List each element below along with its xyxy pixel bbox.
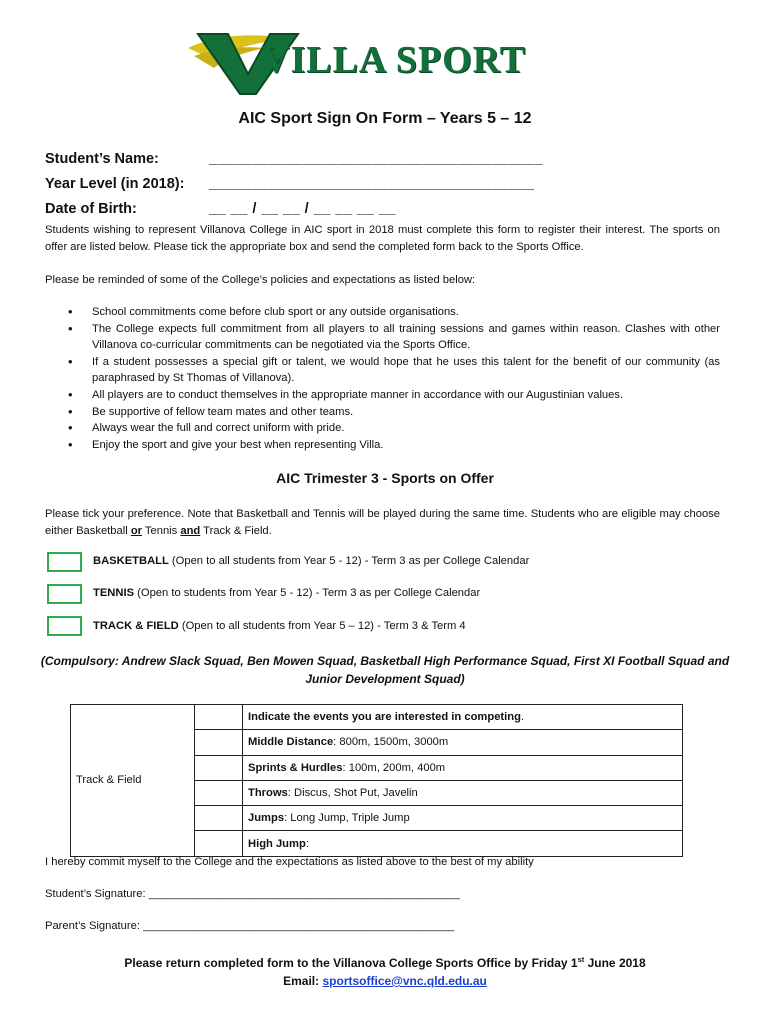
sport-detail: (Open to all students from Year 5 - 12) - Term 3 as per College Calendar [168,555,530,567]
list-item: • All players are to conduct themselves in the appropriate manner in accordance with our Augustinian values. [45,387,720,404]
student-signature-field[interactable] [45,888,460,900]
policies-intro: Please be reminded of some of the College’s policies and expectations as listed below: [45,274,476,286]
event-detail: : Discus, Shot Put, Javelin [287,787,418,800]
event-detail: : 100m, 200m, 400m [342,761,446,774]
intro-paragraph: Students wishing to represent Villanova College in AIC sport in 2018 must complete this form to register their interest. The sports on offer are listed below. Please tick the appropriate box and send the completed form back to the Sports Office. [45,224,720,253]
policy-list [45,304,720,453]
year-level-label: Year Level (in 2018): [45,176,185,192]
preference-text [45,506,720,539]
return-text-sup: st [577,955,585,964]
event-detail: : [305,837,309,850]
compulsory-note: (Compulsory: Andrew Slack Squad, Ben Mowen Squad, Basketball High Performance Squad, First XI Football Squad and Junior Development Squad) [40,654,730,686]
form-title: AIC Sport Sign On Form – Years 5 – 12 [238,110,532,127]
event-detail: : Long Jump, Triple Jump [284,812,410,825]
event-name: Middle Distance [248,736,334,749]
date-of-birth-line[interactable]: __ __ / __ __ / __ __ __ __ [209,201,396,217]
event-cell [243,705,683,730]
date-of-birth-field[interactable] [45,201,396,217]
student-signature-line[interactable]: __________________________________________________ [148,888,460,900]
track-field-checkbox[interactable] [47,616,82,636]
event-cell [243,730,683,755]
commitment-statement: I hereby commit myself to the College and the expectations as listed above to the best of my ability [45,856,534,868]
event-tick-cell[interactable] [195,831,243,856]
sport-option-tennis [93,587,480,599]
student-name-label: Student’s Name: [45,151,159,167]
track-field-cell: Track & Field [71,705,195,857]
preference-text-b: Tennis [142,524,181,537]
preference-or: or [130,524,143,537]
event-name: Sprints & Hurdles [248,761,343,774]
sport-name: TENNIS [93,587,135,599]
year-level-line[interactable]: ______________________________________ [209,176,535,192]
tennis-checkbox[interactable] [47,584,82,604]
preference-text-c: Track & Field. [200,524,272,537]
villa-sport-logo [186,26,531,96]
parent-signature-label: Parent’s Signature: [45,920,140,932]
date-of-birth-label: Date of Birth: [45,201,137,217]
sport-name: BASKETBALL [93,555,169,567]
table-row [71,705,683,730]
trimester-heading: AIC Trimester 3 - Sports on Offer [276,470,494,486]
return-text-b: June 2018 [584,956,646,970]
email-label: Email: [283,974,323,988]
logo-text: VILLA SPORT [262,39,527,81]
event-tick-cell[interactable] [195,755,243,780]
list-item: • If a student possesses a special gift or talent, we would hope that he uses this talent for the benefit of our community (as paraphrased by St Thomas of Villanova). [45,354,720,387]
logo-wordmark [192,28,532,94]
preference-text-a: Please tick your preference. Note that Basketball and Tennis will be played during the same time. Students who are eligible may choose either Basketball [45,508,720,537]
event-name: Indicate the events you are interested in competing [248,711,521,724]
event-cell [243,831,683,856]
event-tick-cell[interactable] [195,705,243,730]
events-table [70,704,683,857]
list-item: • School commitments come before club sport or any outside organisations. [45,304,720,321]
return-text-a: Please return completed form to the Villanova College Sports Office by Friday 1 [124,956,578,970]
event-name: Throws [248,787,288,800]
event-name: Jumps [248,812,285,825]
event-tick-cell[interactable] [195,730,243,755]
preference-and: and [180,524,201,537]
sport-name: TRACK & FIELD [93,620,179,632]
event-detail: : 800m, 1500m, 3000m [333,736,449,749]
sport-detail: (Open to all students from Year 5 – 12) - Term 3 & Term 4 [178,620,466,632]
event-name: High Jump [248,837,306,850]
sport-option-track-field [93,620,466,632]
event-tick-cell[interactable] [195,780,243,805]
year-level-field[interactable] [45,176,534,192]
list-item: • Be supportive of fellow team mates and other teams. [45,404,720,421]
student-name-field[interactable] [45,151,543,167]
list-item: • The College expects full commitment from all players to all training sessions and games within reason. Clashes with other Villanova co-curricular commitments can be negotiated via the Sports Office. [45,321,720,354]
event-cell [243,806,683,831]
student-signature-label: Student’s Signature: [45,888,146,900]
student-name-line[interactable]: _______________________________________ [209,151,544,167]
email-link[interactable]: sportsoffice@vnc.qld.edu.au [322,974,487,988]
sport-detail: (Open to students from Year 5 - 12) - Term 3 as per College Calendar [134,587,481,599]
event-tick-cell[interactable] [195,806,243,831]
parent-signature-line[interactable]: __________________________________________________ [143,920,455,932]
basketball-checkbox[interactable] [47,552,82,572]
list-item: • Enjoy the sport and give your best when representing Villa. [45,437,720,454]
event-cell [243,780,683,805]
list-item: • Always wear the full and correct uniform with pride. [45,420,720,437]
return-instructions [0,956,770,970]
event-cell [243,755,683,780]
sport-option-basketball [93,555,529,567]
email-line [0,974,770,988]
parent-signature-field[interactable] [45,920,454,932]
event-detail: . [520,711,525,724]
